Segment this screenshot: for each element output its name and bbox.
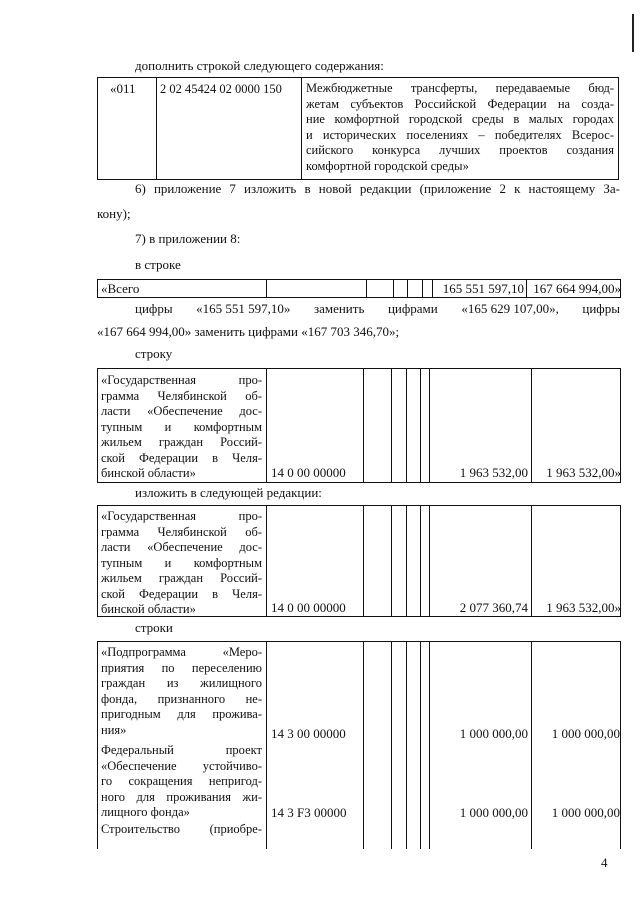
programme-old-code: 14 0 00 00000 — [271, 465, 346, 480]
new-edition-text: изложить в следующей редакции: — [135, 485, 322, 500]
table-row-011 — [97, 77, 619, 180]
table-row-subprogramme — [97, 641, 621, 849]
total-value-2: 167 664 994,00» — [533, 281, 621, 296]
programme-old-value-1: 1 963 532,00 — [459, 465, 528, 480]
subprogramme-code: 14 3 00 00000 — [271, 726, 346, 741]
programme-new-value-1: 2 077 360,74 — [459, 600, 528, 615]
subprogramme-value-1: 1 000 000,00 — [459, 726, 528, 741]
replace-number: «165 551 597,10» — [196, 301, 291, 316]
table-row-programme-new — [97, 505, 621, 617]
row-011-text-line: и исторических поселениях – победителях Всерос- — [306, 127, 614, 142]
federal-project-value-2: 1 000 000,00 — [551, 805, 620, 820]
programme-new-value-2: 1 963 532,00» — [546, 600, 621, 615]
table-row-total — [97, 279, 621, 298]
replace-word: цифры — [135, 301, 173, 316]
row-011-text — [306, 81, 614, 174]
replace-line-2: «167 664 994,00» заменить цифрами «167 703 346,70»; — [97, 324, 400, 339]
programme-new-code: 14 0 00 00000 — [271, 600, 346, 615]
replace-word: цифры — [582, 301, 620, 316]
item-7: 7) в приложении 8: — [135, 231, 241, 246]
federal-project-code: 14 3 F3 00000 — [271, 805, 347, 820]
programme-old-name: «Государственная про- грамма Челябинской об- ласти «Обеспечение дос- тупным и комфортным жильем граждан Россий- ской Федерации в Челя- бинской области» — [101, 373, 262, 480]
programme-new-name: «Государственная про- грамма Челябинской об- ласти «Обеспечение дос- тупным и комфортным жильем граждан Россий- ской Федерации в Челя- бинской области» — [101, 509, 262, 616]
row-011-text-line: сийского конкурса лучших проектов создания — [306, 143, 614, 157]
row-011-text-line: ние комфортной городской среды в малых городах — [306, 112, 614, 126]
row-011-kbk: 2 02 45424 02 0000 150 — [160, 82, 282, 96]
row-011-text-line: Межбюджетные трансферты, передаваемые бюд- — [306, 81, 614, 95]
stroku-text: строку — [135, 346, 173, 361]
item-6-line-2: кону); — [97, 206, 131, 221]
row-011-text-line: комфортной городской среды» — [306, 158, 469, 173]
in-row-text: в строке — [135, 257, 181, 272]
replace-word: цифрами — [387, 301, 438, 316]
subprogramme-value-2: 1 000 000,00 — [551, 726, 620, 741]
programme-old-value-2: 1 963 532,00» — [546, 465, 621, 480]
total-value-1: 165 551 597,10 — [442, 281, 524, 296]
replace-number: «165 629 107,00», — [461, 301, 559, 316]
federal-project-value-1: 1 000 000,00 — [459, 805, 528, 820]
total-name: «Всего — [101, 281, 140, 296]
subprogramme-name: «Подпрограмма «Меро- приятия по переселению граждан из жилищного фонда, признанного не- пригодным для прожива- ния» — [101, 645, 262, 737]
row-011-text-line: жетам субъектов Российской Федерации на созда- — [306, 96, 614, 111]
row-011-code: «011 — [110, 81, 136, 96]
stroki-text: строки — [135, 620, 173, 635]
intro-text: дополнить строкой следующего содержания: — [135, 58, 384, 73]
page-number: 4 — [601, 855, 608, 870]
page-edge-mark — [632, 14, 634, 52]
replace-line-1 — [135, 301, 620, 317]
item-6-line-1: 6) приложение 7 изложить в новой редакции (приложение 2 к настоящему За- — [135, 181, 620, 196]
table-row-programme-old — [97, 368, 621, 483]
construction-name: Строительство (приобре- — [101, 822, 262, 836]
federal-project-name: Федеральный проект «Обеспечение устойчиво- го сокращения непригод- ного для проживания жи- лищного фонда» — [101, 743, 262, 819]
replace-word: заменить — [313, 301, 365, 316]
